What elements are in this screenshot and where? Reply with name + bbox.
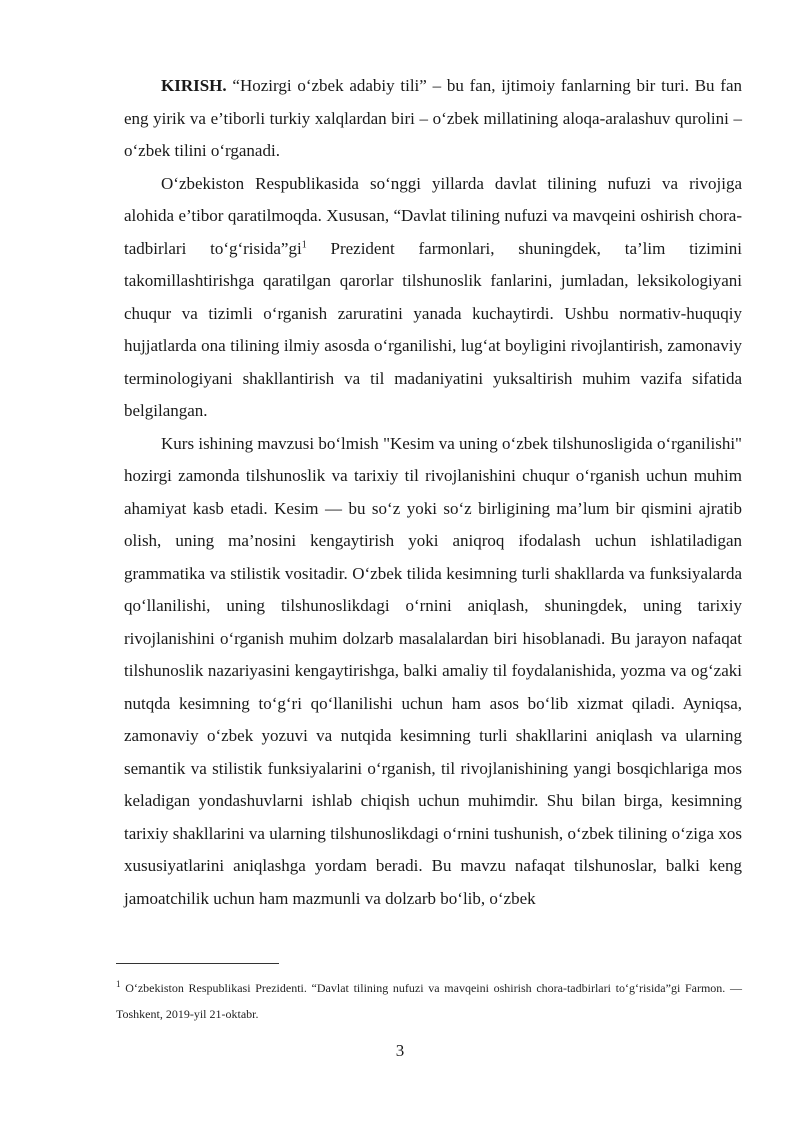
footnote-divider <box>116 963 279 964</box>
section-heading: KIRISH. <box>161 76 227 95</box>
context-text-after: Prezident farmonlari, shuningdek, ta’lim tizimini takomillashtirishga qaratilgan qarorlar tilshunoslik fanlarini, jumladan, leksikologiyani chuqur va tizimli o‘rganish zaruratini yanada kuchaytirdi. Ushbu normativ-huquqiy hujjatlarda ona tilining ilmiy asosda o‘rganilishi, lug‘at boyligini rivojlantirish, zamonaviy terminologiyani shakllantirish va til madaniyatini yuksaltirish muhim vazifa sifatida belgilangan. <box>124 238 743 420</box>
context-paragraph <box>124 168 742 428</box>
intro-paragraph <box>124 70 742 168</box>
intro-text: “Hozirgi o‘zbek adabiy tili” – bu fan, ijtimoiy fanlarning bir turi. Bu fan eng yirik va e’tiborli turkiy xalqlardan biri – o‘zbek millatining aloqa-aralashuv qurolini – o‘zbek tilini o‘rganadi. <box>124 76 742 160</box>
footnote <box>116 975 742 1027</box>
context-text-before: O‘zbekiston Respublikasida so‘nggi yillarda davlat tilining nufuzi va rivojiga alohida e’tibor qaratilmoqda. Xususan, “Davlat tilining nufuzi va mavqeini oshirish chora-tadbirlari to‘g‘risida”gi <box>124 173 742 258</box>
footnote-text: O‘zbekiston Respublikasi Prezidenti. “Davlat tilining nufuzi va mavqeini oshirish chora-tadbirlari to‘g‘risida”gi Farmon. — Toshkent, 2019-yil 21-oktabr. <box>116 981 742 1021</box>
topic-paragraph: Kurs ishining mavzusi bo‘lmish "Kesim va uning o‘zbek tilshunosligida o‘rganilishi" hozirgi zamonda tilshunoslik va tarixiy til rivojlanishini chuqur o‘rganish uchun muhim ahamiyat kasb etadi. Kesim — bu so‘z yoki so‘z birligining ma’lum bir qismini ajratib olish, uning ma’nosini kengaytirish yoki aniqroq ifodalash uchun ishlatiladigan grammatika va stilistik vositadir. O‘zbek tilida kesimning turli shakllarda va funksiyalarda qo‘llanilishi, uning tilshunoslikdagi o‘rnini aniqlash, shuningdek, uning tarixiy rivojlanishini o‘rganish muhim dolzarb masalalardan biri hisoblanadi. Bu jarayon nafaqat tilshunoslik nazariyasini kengaytirishga, balki amaliy til foydalanishida, yozma va og‘zaki nutqda kesimning to‘g‘ri qo‘llanilishi uchun ham asos bo‘lib xizmat qiladi. Ayniqsa, zamonaviy o‘zbek yozuvi va nutqida kesimning turli shakllarini aniqlash va ularning semantik va stilistik funksiyalarini o‘rganish, til rivojlanishining yangi bosqichlariga mos keladigan yondashuvlarni ishlab chiqish uchun muhimdir. Shu bilan birga, kesimning tarixiy shakllarini va ularning tilshunoslikdagi o‘rnini tushunish, o‘zbek tilining o‘ziga xos xususiyatlarini aniqlashga yordam beradi. Bu mavzu nafaqat tilshunoslar, balki keng jamoatchilik uchun ham mazmunli va dolzarb bo‘lib, o‘zbek <box>124 433 742 908</box>
page-number: 3 <box>395 1041 405 1060</box>
footnote-reference[interactable]: 1 <box>301 238 307 250</box>
footnote-marker: 1 <box>116 979 121 989</box>
page-body <box>124 70 742 915</box>
